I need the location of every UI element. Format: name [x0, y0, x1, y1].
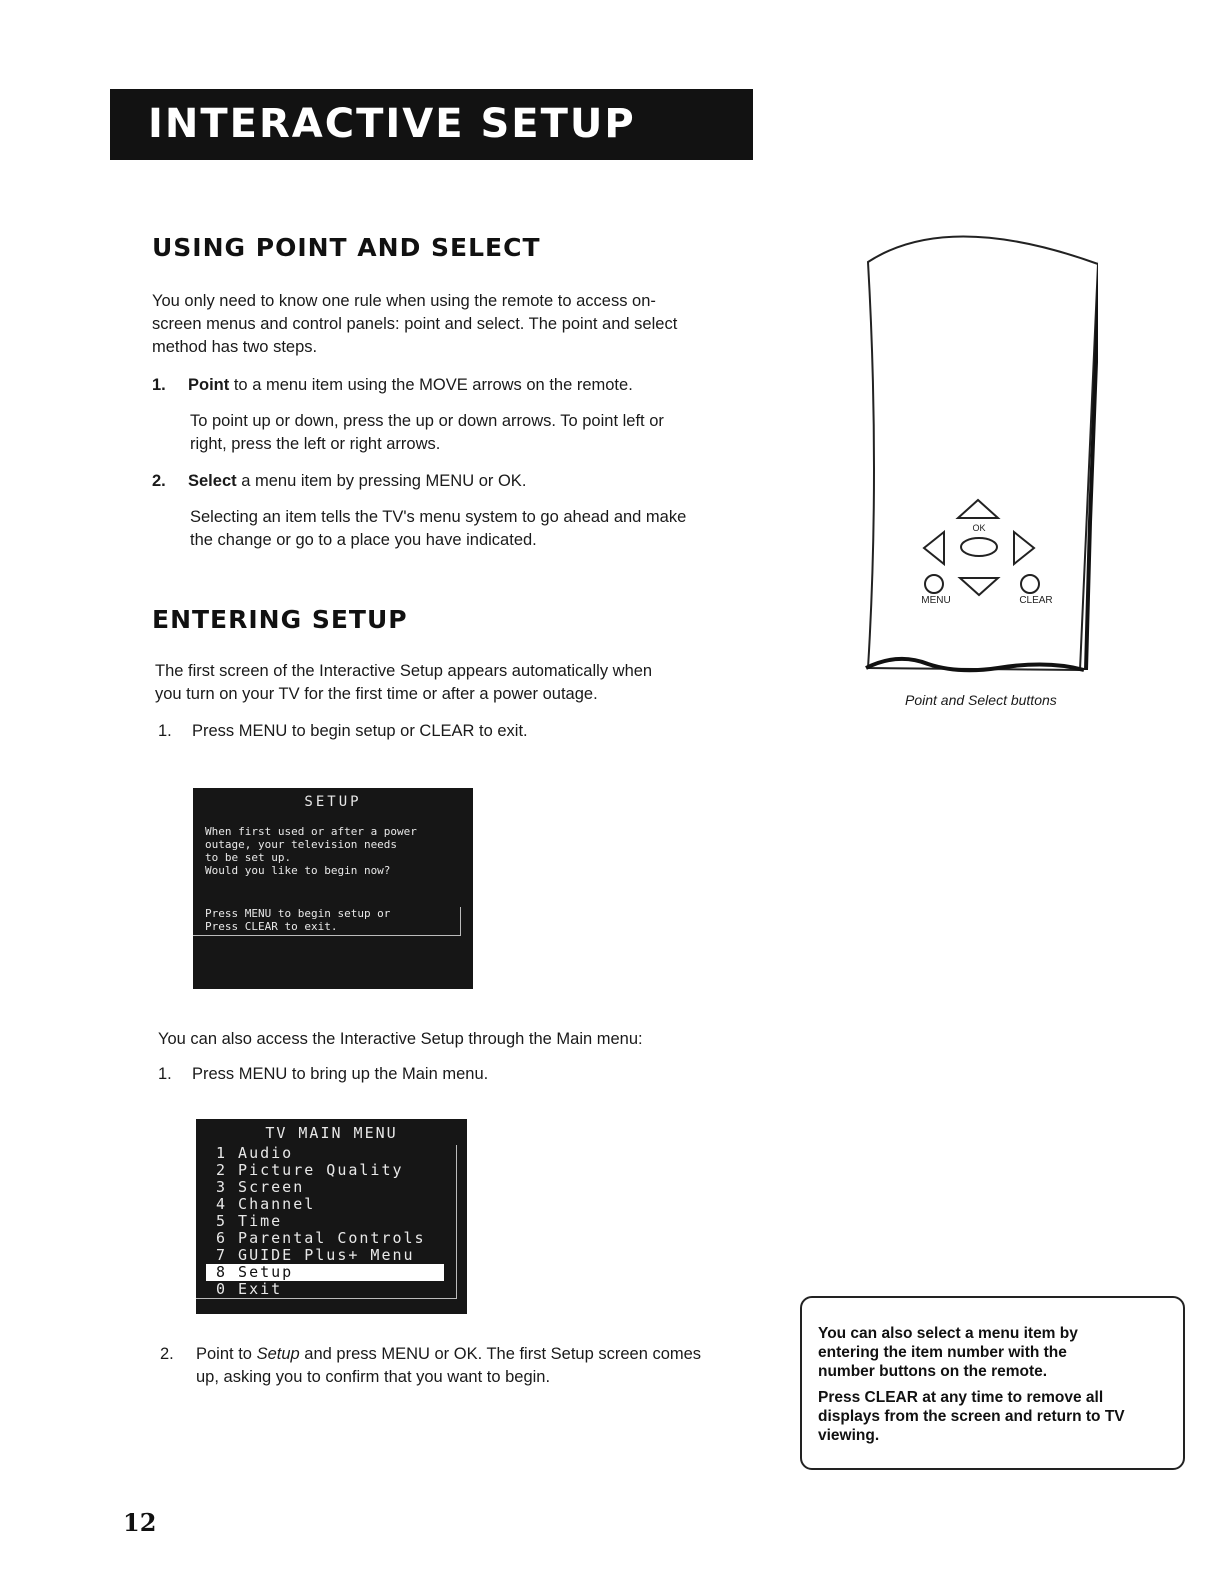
tip-line: displays from the screen and return to TV — [818, 1408, 1125, 1425]
menu-item[interactable]: 3 Screen — [216, 1178, 305, 1196]
step-point — [152, 374, 792, 397]
menu-item[interactable]: 4 Channel — [216, 1195, 316, 1213]
message-line: to be set up. — [205, 851, 292, 864]
step-number: 1. — [158, 1065, 172, 1083]
setup-screen — [193, 788, 473, 989]
intro-line: you turn on your TV for the first time or after a power outage. — [155, 685, 598, 703]
setup-screen-title: SETUP — [304, 794, 362, 810]
also-access-text: You can also access the Interactive Setup through the Main menu: — [158, 1030, 643, 1048]
step-number: 2. — [152, 472, 166, 490]
step-select — [152, 470, 792, 493]
step-italic-term: Setup — [256, 1345, 300, 1363]
page-banner-title: INTERACTIVE SETUP — [110, 89, 753, 160]
remote-illustration — [858, 222, 1098, 682]
page-number: 12 — [123, 1508, 157, 1537]
message-line: outage, your television needs — [205, 838, 398, 851]
instruction-line: Press CLEAR to exit. — [205, 920, 338, 933]
intro-line: method has two steps. — [152, 338, 318, 356]
instruction-line: Press MENU to begin setup or — [205, 907, 391, 920]
step-text: a menu item by pressing MENU or OK. — [241, 472, 527, 490]
intro-line: You only need to know one rule when using the remote to access on- — [152, 292, 656, 310]
remote-caption: Point and Select buttons — [905, 692, 1057, 708]
step-text: and press MENU or OK. The first Setup screen comes — [304, 1345, 702, 1363]
detail-line: To point up or down, press the up or down arrows. To point left or — [190, 412, 664, 430]
menu-item[interactable]: 0 Exit — [196, 1281, 456, 1299]
section-heading-entering-setup: ENTERING SETUP — [152, 605, 408, 634]
ok-label: OK — [972, 523, 986, 533]
menu-item[interactable]: 2 Picture Quality — [216, 1161, 404, 1179]
intro-line: The first screen of the Interactive Setup appears automatically when — [155, 662, 653, 680]
step-number: 2. — [160, 1345, 174, 1363]
menu-item[interactable]: 7 GUIDE Plus+ Menu — [216, 1246, 415, 1264]
menu-item[interactable]: 5 Time — [216, 1212, 283, 1230]
tip-line: number buttons on the remote. — [818, 1363, 1048, 1380]
step-press-menu-setup — [158, 720, 778, 743]
message-line: When first used or after a power — [205, 825, 417, 838]
menu-item[interactable]: 6 Parental Controls — [216, 1229, 426, 1247]
step-number: 1. — [158, 722, 172, 740]
setup-screen-instructions — [193, 907, 461, 936]
tip-box — [800, 1296, 1185, 1470]
step-point-detail — [190, 410, 790, 456]
step-number: 1. — [152, 376, 166, 394]
message-line: Would you like to begin now? — [205, 864, 391, 877]
step-point-to-setup — [160, 1343, 780, 1389]
clear-label: CLEAR — [1019, 595, 1053, 606]
tip-line: You can also select a menu item by — [818, 1325, 1078, 1342]
tip-line: Press CLEAR at any time to remove all — [818, 1389, 1104, 1406]
menu-list — [196, 1145, 457, 1299]
step-keyword: Select — [188, 472, 237, 490]
step-press-menu-main — [158, 1063, 778, 1086]
menu-title: TV MAIN MENU — [265, 1124, 398, 1142]
step-select-detail — [190, 506, 790, 552]
step-text: Press MENU to bring up the Main menu. — [192, 1065, 489, 1083]
step-text: Point to — [196, 1345, 252, 1363]
detail-line: the change or go to a place you have indicated. — [190, 531, 537, 549]
section1-intro — [152, 290, 772, 359]
menu-item-selected[interactable]: 8 Setup — [206, 1264, 444, 1281]
section-heading-point-select: USING POINT AND SELECT — [152, 233, 541, 262]
step-text-line2: up, asking you to confirm that you want to begin. — [196, 1368, 551, 1386]
tv-main-menu-screen — [196, 1119, 467, 1314]
detail-line: right, press the left or right arrows. — [190, 435, 441, 453]
section2-intro — [155, 660, 775, 706]
intro-line: screen menus and control panels: point and select. The point and select — [152, 315, 678, 333]
remote-body-outline — [868, 236, 1098, 670]
menu-label: MENU — [921, 595, 951, 606]
setup-screen-message — [193, 825, 473, 877]
tip-paragraph-1 — [818, 1324, 1165, 1381]
detail-line: Selecting an item tells the TV's menu system to go ahead and make — [190, 508, 687, 526]
step-text: Press MENU to begin setup or CLEAR to exit. — [192, 722, 528, 740]
tip-line: viewing. — [818, 1427, 880, 1444]
tip-line: entering the item number with the — [818, 1344, 1067, 1361]
step-keyword: Point — [188, 376, 230, 394]
tip-paragraph-2 — [818, 1388, 1165, 1445]
step-text: to a menu item using the MOVE arrows on the remote. — [233, 376, 633, 394]
menu-item[interactable]: 1 Audio — [216, 1144, 294, 1162]
